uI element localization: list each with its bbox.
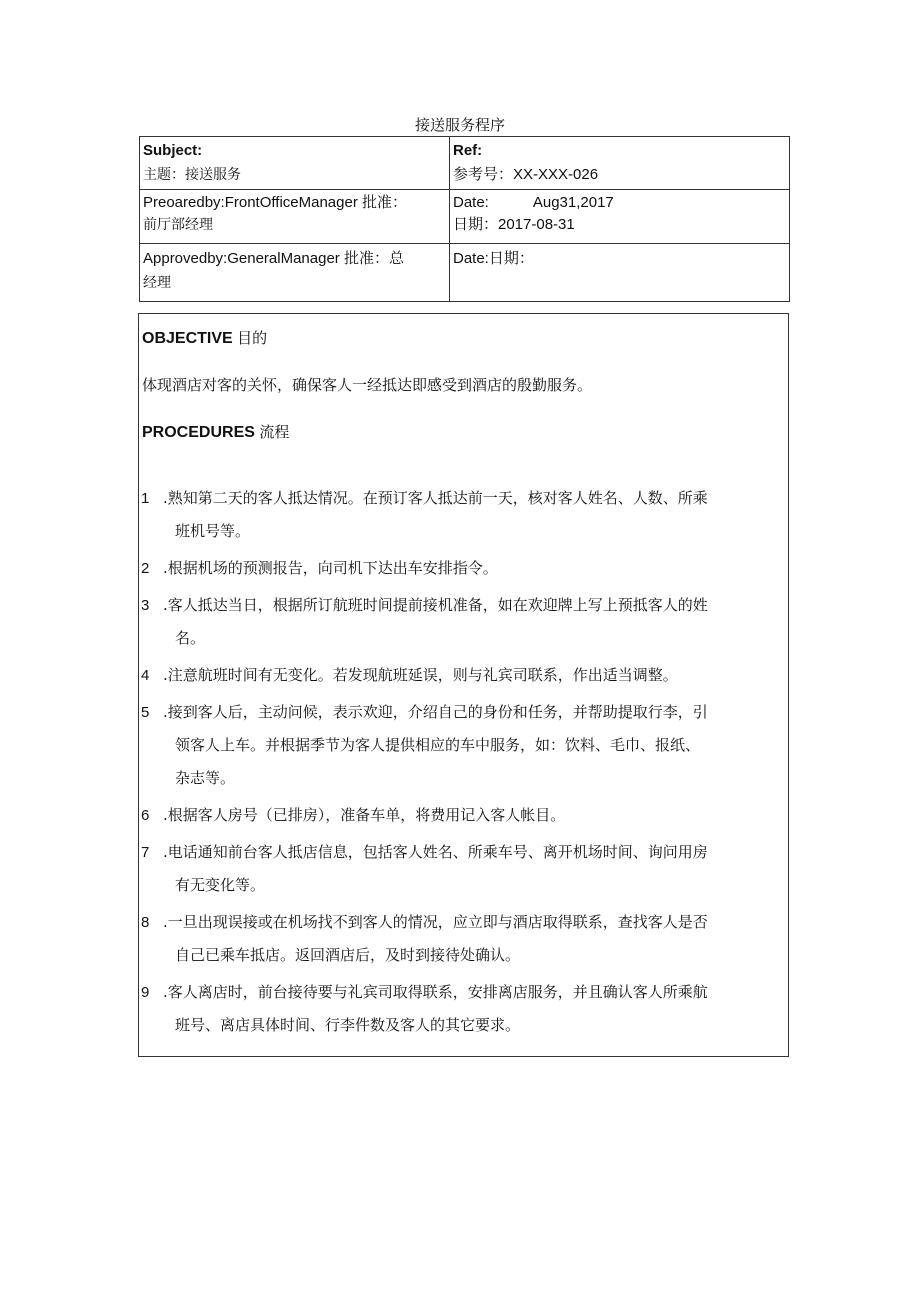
objective-heading-en: OBJECTIVE (142, 330, 233, 347)
approval-date-cell (450, 244, 790, 302)
procedure-text-cont: 班号、离店具体时间、行李件数及客人的其它要求。 (175, 1016, 521, 1034)
procedure-number: 3 (141, 597, 150, 614)
header-table (139, 136, 790, 302)
procedure-text: .客人抵达当日，根据所订航班时间提前接机准备，如在欢迎牌上写上预抵客人的姓 (163, 596, 708, 614)
subject-value: 主题：接送服务 (143, 167, 241, 183)
prepared-by-cn: 前厅部经理 (143, 217, 213, 233)
procedure-text: .注意航班时间有无变化。若发现航班延误，则与礼宾司联系，作出适当调整。 (163, 666, 678, 684)
ref-value: 参考号：XX-XXX-026 (453, 166, 599, 183)
date-cn: 日期：2017-08-31 (453, 216, 575, 233)
procedure-text-cont: 自己已乘车抵店。返回酒店后，及时到接待处确认。 (175, 946, 521, 964)
procedure-number: 7 (141, 844, 150, 861)
list-item (139, 659, 790, 692)
procedure-number: 6 (141, 807, 150, 824)
procedure-text-cont: 有无变化等。 (175, 876, 266, 894)
procedure-list (139, 482, 790, 1042)
procedure-number: 5 (141, 704, 150, 721)
list-item (139, 836, 790, 902)
procedures-heading-en: PROCEDURES (142, 424, 255, 441)
procedure-text: .根据客人房号（已排房），准备车单，将费用记入客人帐目。 (163, 806, 566, 824)
procedure-number: 9 (141, 984, 150, 1001)
objective-text: 体现酒店对客的关怀，确保客人一经抵达即感受到酒店的殷勤服务。 (142, 376, 593, 394)
procedure-text: .接到客人后，主动问候，表示欢迎，介绍自己的身份和任务，并帮助提取行李，引 (163, 703, 708, 721)
date-cell (450, 190, 790, 244)
procedure-text: .一旦出现误接或在机场找不到客人的情况，应立即与酒店取得联系，查找客人是否 (163, 913, 708, 931)
list-item (139, 696, 790, 795)
list-item (139, 906, 790, 972)
procedures-heading (142, 422, 289, 443)
procedure-text-cont: 杂志等。 (175, 769, 236, 787)
date-value: Aug31,2017 (532, 194, 614, 211)
list-item (139, 799, 790, 832)
objective-heading (142, 328, 267, 349)
prepared-by: Preoaredby:FrontOfficeManager 批准： (143, 194, 408, 211)
approved-by-cn: 经理 (143, 275, 171, 291)
procedures-heading-cn: 流程 (259, 423, 290, 441)
procedure-text-cont: 领客人上车。并根据季节为客人提供相应的车中服务，如：饮料、毛巾、报纸、 (175, 736, 701, 754)
document-title: 接送服务程序 (414, 117, 505, 134)
subject-cell (140, 137, 450, 190)
list-item (139, 589, 790, 655)
list-item (139, 482, 790, 548)
ref-label: Ref: (453, 142, 483, 159)
list-item (139, 552, 790, 585)
ref-cell (450, 137, 790, 190)
list-item (139, 976, 790, 1042)
procedure-text: .根据机场的预测报告，向司机下达出车安排指令。 (163, 559, 498, 577)
date-line (453, 192, 786, 214)
subject-label: Subject: (143, 142, 203, 159)
procedure-text-cont: 名。 (175, 629, 206, 647)
procedure-text-cont: 班机号等。 (175, 522, 251, 540)
approved-by-cell (140, 244, 450, 302)
approval-date: Date:日期： (453, 250, 534, 267)
procedure-text: .熟知第二天的客人抵达情况。在预订客人抵达前一天，核对客人姓名、人数、所乘 (163, 489, 708, 507)
prepared-by-cell (140, 190, 450, 244)
approved-by: Approvedby:GeneralManager 批准：总 (143, 250, 404, 267)
procedure-text: .电话通知前台客人抵店信息，包括客人姓名、所乘车号、离开机场时间、询问用房 (163, 843, 708, 861)
objective-heading-cn: 目的 (237, 329, 268, 347)
procedure-text: .客人离店时，前台接待要与礼宾司取得联系，安排离店服务，并且确认客人所乘航 (163, 983, 708, 1001)
procedure-body (138, 313, 789, 1057)
procedure-number: 1 (141, 490, 150, 507)
date-label: Date: (453, 194, 489, 211)
procedure-number: 2 (141, 560, 150, 577)
procedure-number: 8 (141, 914, 150, 931)
procedure-number: 4 (141, 667, 150, 684)
